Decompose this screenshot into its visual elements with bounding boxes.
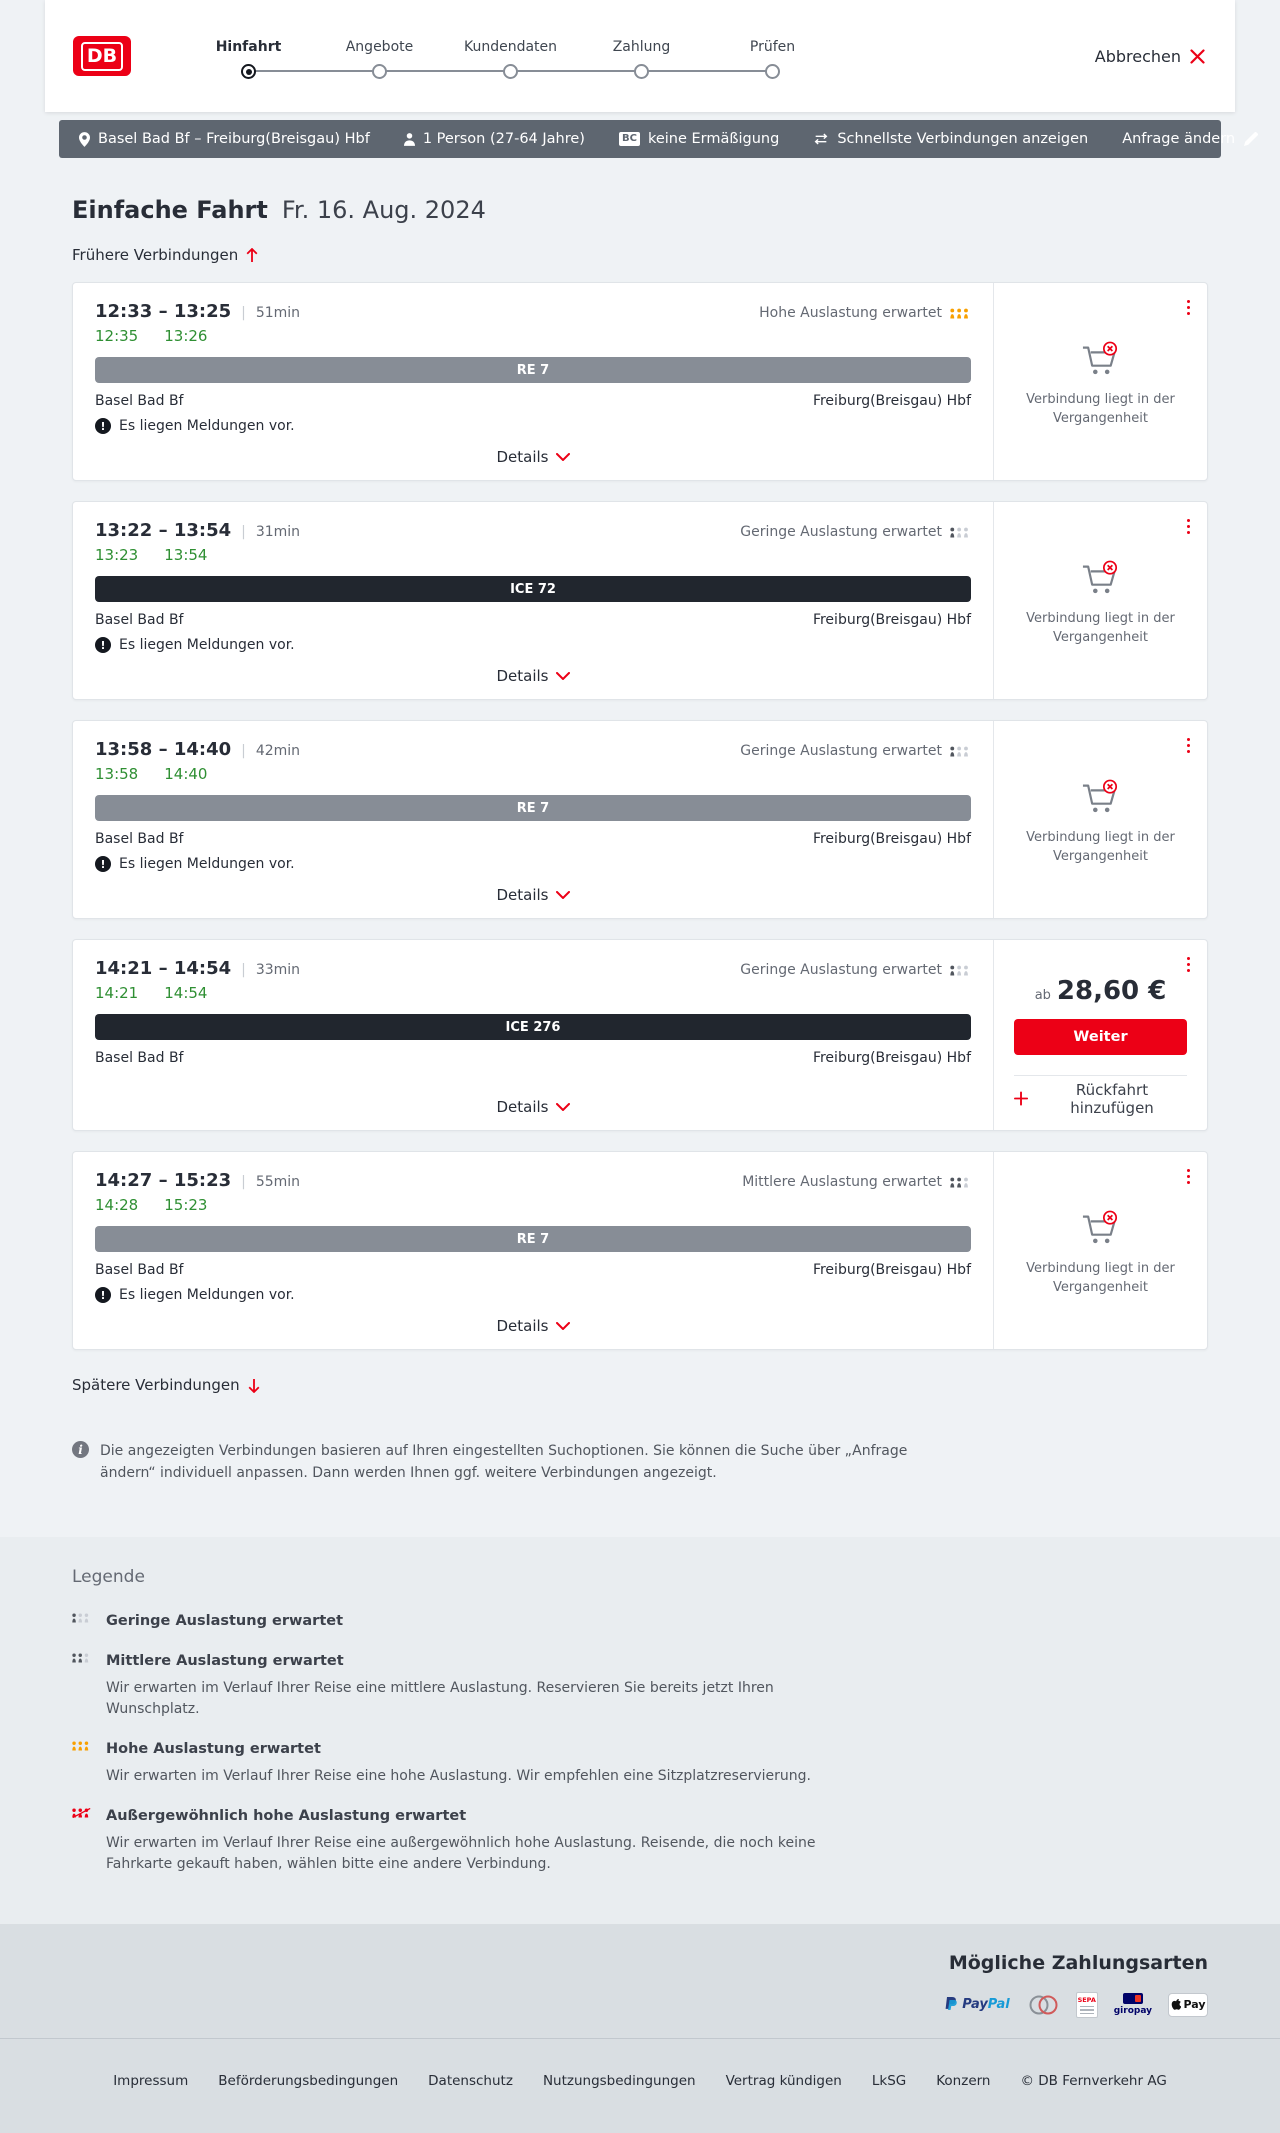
legend-item-high [72,1739,1208,1787]
earlier-connections-label: Frühere Verbindungen [72,246,239,264]
db-logo[interactable] [73,36,131,76]
separator: | [241,1174,246,1190]
footer-link-vertrag-kuendigen[interactable]: Vertrag kündigen [725,2072,842,2089]
train-label: RE 7 [516,362,550,378]
realtime-departure: 12:35 [95,327,139,345]
db-logo-text: DB [81,42,123,71]
person-icon [404,133,415,146]
step-circle-active [241,64,256,79]
train-segment-bar[interactable] [95,1014,971,1040]
more-options-button[interactable] [1185,295,1193,320]
step-angebote[interactable] [314,39,445,79]
departure-station: Basel Bad Bf [95,831,184,847]
footer [0,2038,1280,2133]
earlier-connections-link[interactable] [72,246,258,264]
realtime-row [95,1196,971,1214]
page-title-row [72,196,1208,224]
step-circle [634,64,649,79]
station-row [95,831,971,847]
details-button[interactable] [486,661,579,691]
add-return-trip-button[interactable] [1014,1075,1187,1121]
route-text: Basel Bad Bf – Freiburg(Breisgau) Hbf [98,131,370,147]
time-row [95,1170,971,1191]
search-info-note [72,1440,952,1485]
connection-side-panel [993,502,1207,699]
chevron-down-icon [556,891,570,899]
close-icon [1190,49,1205,64]
legend-title: Legende [72,1566,145,1587]
checkout-header [45,0,1235,112]
realtime-arrival: 14:54 [164,984,208,1002]
cart-unavailable-icon [1078,560,1124,598]
paypal-icon [944,1996,1009,2013]
legend-label: Hohe Auslastung erwartet [106,1740,321,1757]
train-segment-bar[interactable] [95,795,971,821]
time-row [95,301,971,322]
legend-description: Wir erwarten im Verlauf Ihrer Reise eine außergewöhnlich hohe Auslastung. Reisende, die noch keine Fahrkarte gekauft haben, wählen bitte eine andere Verbindung. [106,1834,816,1872]
realtime-row [95,765,971,783]
legend-item-low [72,1611,1208,1632]
connection-card [72,1151,1208,1350]
messages-label: Es liegen Meldungen vor. [119,856,295,872]
arrival-station: Freiburg(Breisgau) Hbf [812,1262,971,1278]
swap-arrows-icon [813,133,829,145]
results-list [60,196,1220,1485]
more-options-button[interactable] [1185,514,1193,539]
train-label: ICE 72 [510,581,556,597]
cancel-label: Abbrechen [1094,46,1181,66]
departure-station: Basel Bad Bf [95,612,184,628]
details-label: Details [496,886,549,904]
arrival-station: Freiburg(Breisgau) Hbf [812,393,971,409]
pencil-icon [1244,132,1258,146]
occupancy-low-icon [950,965,971,976]
chevron-down-icon [556,453,570,461]
step-hinfahrt[interactable] [183,39,314,79]
details-button[interactable] [486,442,579,472]
messages-label: Es liegen Meldungen vor. [119,1287,295,1303]
messages-label: Es liegen Meldungen vor. [119,637,295,653]
later-connections-label: Spätere Verbindungen [72,1376,240,1394]
connection-main [73,940,993,1130]
footer-link-impressum[interactable]: Impressum [113,2072,189,2089]
apple-pay-icon [1168,1993,1208,2017]
details-label: Details [496,1098,549,1116]
connection-card [72,720,1208,919]
messages-row [95,856,971,872]
connection-side-panel [993,1152,1207,1349]
credit-card-icon [1026,1994,1060,2016]
step-circle [765,64,780,79]
step-kundendaten[interactable] [445,39,576,79]
occupancy-low-icon [950,746,971,757]
more-options-button[interactable] [1185,733,1193,758]
duration: 42min [255,743,301,759]
alert-icon: ! [95,1287,111,1303]
separator: | [241,305,246,321]
paypal-word-2: Pal [987,1997,1010,2013]
step-circle [503,64,518,79]
chevron-down-icon [556,672,570,680]
price-value: 28,60 € [1056,976,1167,1006]
occupancy-info [740,743,971,759]
step-label: Kundendaten [463,39,558,55]
station-row [95,393,971,409]
departure-station: Basel Bad Bf [95,1262,184,1278]
time-row [95,520,971,541]
edit-search-button[interactable] [1122,131,1258,147]
duration: 55min [255,1174,301,1190]
step-zahlung[interactable] [576,39,707,79]
step-label: Prüfen [749,39,796,55]
separator: | [241,962,246,978]
train-segment-bar[interactable] [95,576,971,602]
legend-item-medium [72,1651,1208,1720]
time-row [95,958,971,979]
realtime-departure: 13:58 [95,765,139,783]
legend-section [0,1537,1280,1924]
connection-main [73,502,993,699]
edit-search-label: Anfrage ändern [1122,131,1236,147]
footer-link-konzern[interactable]: Konzern [936,2072,991,2089]
passenger-text: 1 Person (27-64 Jahre) [422,131,585,147]
station-row [95,1262,971,1278]
realtime-departure: 14:21 [95,984,139,1002]
continue-button[interactable]: Weiter [1014,1019,1187,1055]
checkout-stepper [183,33,838,79]
station-row [95,612,971,628]
scheduled-times: 13:58 – 14:40 [95,739,232,760]
realtime-departure: 14:28 [95,1196,139,1214]
step-label: Angebote [345,39,414,55]
occupancy-info [759,305,971,321]
occupancy-low-icon [72,1611,96,1632]
past-connection-note: Verbindung liegt in der Vergangenheit [1026,610,1175,645]
passenger-summary [404,131,585,147]
footer-links [40,2073,1240,2089]
occupancy-low-icon [950,527,971,538]
departure-station: Basel Bad Bf [95,393,184,409]
legend-description: Wir erwarten im Verlauf Ihrer Reise eine hohe Auslastung. Wir empfehlen eine Sitzplatzreservierung. [106,1767,811,1784]
details-button[interactable] [486,1092,579,1122]
past-connection-note: Verbindung liegt in der Vergangenheit [1026,391,1175,426]
legend-label: Außergewöhnlich hohe Auslastung erwartet [106,1807,467,1824]
footer-link-datenschutz[interactable]: Datenschutz [428,2072,513,2089]
occupancy-label: Mittlere Auslastung erwartet [742,1174,942,1190]
duration: 33min [255,962,301,978]
connection-card [72,501,1208,700]
payment-title: Mögliche Zahlungsarten [948,1951,1208,1974]
step-pruefen[interactable] [707,39,838,79]
legend-label: Mittlere Auslastung erwartet [106,1652,344,1669]
search-info-text: Die angezeigten Verbindungen basieren auf Ihren eingestellten Suchoptionen. Sie können die Suche über „Anfrage ändern“ individuell anpassen. Dann werden Ihnen ggf. weitere Verbindungen angezeigt. [100,1443,908,1482]
realtime-row [95,984,971,1002]
alert-icon: ! [95,856,111,872]
discount-text: keine Ermäßigung [647,131,780,147]
step-circle [372,64,387,79]
step-label: Zahlung [612,39,671,55]
sort-text: Schnellste Verbindungen anzeigen [837,131,1089,147]
footer-copyright: © DB Fernverkehr AG [1020,2072,1167,2089]
details-label: Details [496,1317,549,1335]
messages-label: Es liegen Meldungen vor. [119,418,295,434]
realtime-row [95,546,971,564]
legend-item-very-high [72,1806,1208,1875]
price-row [1014,976,1187,1006]
connection-main [73,1152,993,1349]
past-connection-note: Verbindung liegt in der Vergangenheit [1026,1260,1175,1295]
more-options-button[interactable] [1185,952,1193,977]
station-row [95,1050,971,1066]
legend-description: Wir erwarten im Verlauf Ihrer Reise eine mittlere Auslastung. Reservieren Sie bereits jetzt Ihren Wunschplatz. [106,1679,774,1717]
past-connection-note: Verbindung liegt in der Vergangenheit [1026,829,1175,864]
paypal-word-1: Pay [962,1997,988,2013]
scheduled-times: 13:22 – 13:54 [95,520,232,541]
sepa-label: SEPA [1077,1995,1096,2004]
chevron-down-icon [556,1322,570,1330]
occupancy-label: Geringe Auslastung erwartet [740,962,942,978]
details-button[interactable] [486,880,579,910]
occupancy-info [740,962,971,978]
realtime-arrival: 13:54 [164,546,208,564]
cart-unavailable-icon [1078,779,1124,817]
realtime-arrival: 13:26 [164,327,208,345]
scheduled-times: 12:33 – 13:25 [95,301,232,322]
realtime-arrival: 14:40 [164,765,208,783]
separator: | [241,524,246,540]
giropay-label: giropay [1113,2006,1152,2017]
messages-row [95,637,971,653]
cart-unavailable-icon [1078,341,1124,379]
price-prefix: ab [1034,988,1051,1003]
search-summary-bar [59,120,1236,158]
alert-icon: ! [95,637,111,653]
occupancy-info [740,524,971,540]
apple-pay-label: Pay [1183,1998,1206,2012]
connection-card-bookable [72,939,1208,1131]
page-title: Einfache Fahrt [72,196,268,224]
train-label: ICE 276 [505,1019,561,1035]
scheduled-times: 14:27 – 15:23 [95,1170,232,1191]
route-summary [79,131,370,147]
separator: | [241,743,246,759]
scheduled-times: 14:21 – 14:54 [95,958,232,979]
occupancy-label: Geringe Auslastung erwartet [740,743,942,759]
later-connections-link[interactable] [72,1376,260,1394]
arrival-station: Freiburg(Breisgau) Hbf [812,831,971,847]
details-button[interactable] [486,1311,579,1341]
realtime-departure: 13:23 [95,546,139,564]
departure-station: Basel Bad Bf [95,1050,184,1066]
occupancy-label: Hohe Auslastung erwartet [759,305,942,321]
chevron-down-icon [556,1103,570,1111]
train-label: RE 7 [516,800,550,816]
train-segment-bar[interactable] [95,357,971,383]
occupancy-label: Geringe Auslastung erwartet [740,524,942,540]
train-segment-bar[interactable] [95,1226,971,1252]
sort-summary [813,131,1088,147]
messages-row [95,1287,971,1303]
footer-link-lksg[interactable]: LkSG [871,2072,907,2089]
plus-icon [1014,1091,1028,1106]
arrival-station: Freiburg(Breisgau) Hbf [812,612,971,628]
discount-summary [619,131,779,147]
map-pin-icon [79,132,90,147]
arrival-station: Freiburg(Breisgau) Hbf [812,1050,971,1066]
cart-unavailable-icon [1078,1210,1124,1248]
connection-main [73,283,993,480]
giropay-icon [1114,1993,1152,2016]
sepa-lastschrift-icon [1076,1992,1098,2018]
connection-main [73,721,993,918]
alert-icon: ! [95,418,111,434]
cancel-button[interactable] [1095,47,1205,66]
occupancy-medium-icon [72,1651,96,1720]
connection-side-panel [993,283,1207,480]
realtime-arrival: 15:23 [164,1196,208,1214]
occupancy-info [742,1174,971,1190]
add-return-trip-label: Rückfahrt hinzufügen [1070,1080,1154,1117]
footer-link-befoerderungsbedingungen[interactable]: Beförderungsbedingungen [218,2072,399,2089]
connection-card [72,282,1208,481]
more-options-button[interactable] [1185,1164,1193,1189]
payment-icons-row [72,1992,1208,2018]
info-icon: i [72,1441,89,1458]
connection-side-panel [993,721,1207,918]
occupancy-high-icon [72,1739,96,1787]
step-label: Hinfahrt [215,39,282,55]
details-label: Details [496,667,549,685]
messages-row [95,418,971,434]
time-row [95,739,971,760]
travel-date: Fr. 16. Aug. 2024 [281,196,486,224]
occupancy-high-icon [950,308,971,319]
duration: 51min [255,305,301,321]
details-label: Details [496,448,549,466]
connection-side-panel [993,940,1207,1130]
arrow-up-icon [246,248,258,263]
arrow-down-icon [248,1378,260,1393]
bahncard-icon: BC [619,132,640,146]
legend-label: Geringe Auslastung erwartet [106,1612,344,1629]
realtime-row [95,327,971,345]
train-label: RE 7 [516,1231,550,1247]
occupancy-medium-icon [950,1177,971,1188]
occupancy-very-high-icon [72,1806,96,1875]
footer-link-nutzungsbedingungen[interactable]: Nutzungsbedingungen [542,2072,696,2089]
duration: 31min [255,524,301,540]
payment-section [0,1924,1280,2038]
